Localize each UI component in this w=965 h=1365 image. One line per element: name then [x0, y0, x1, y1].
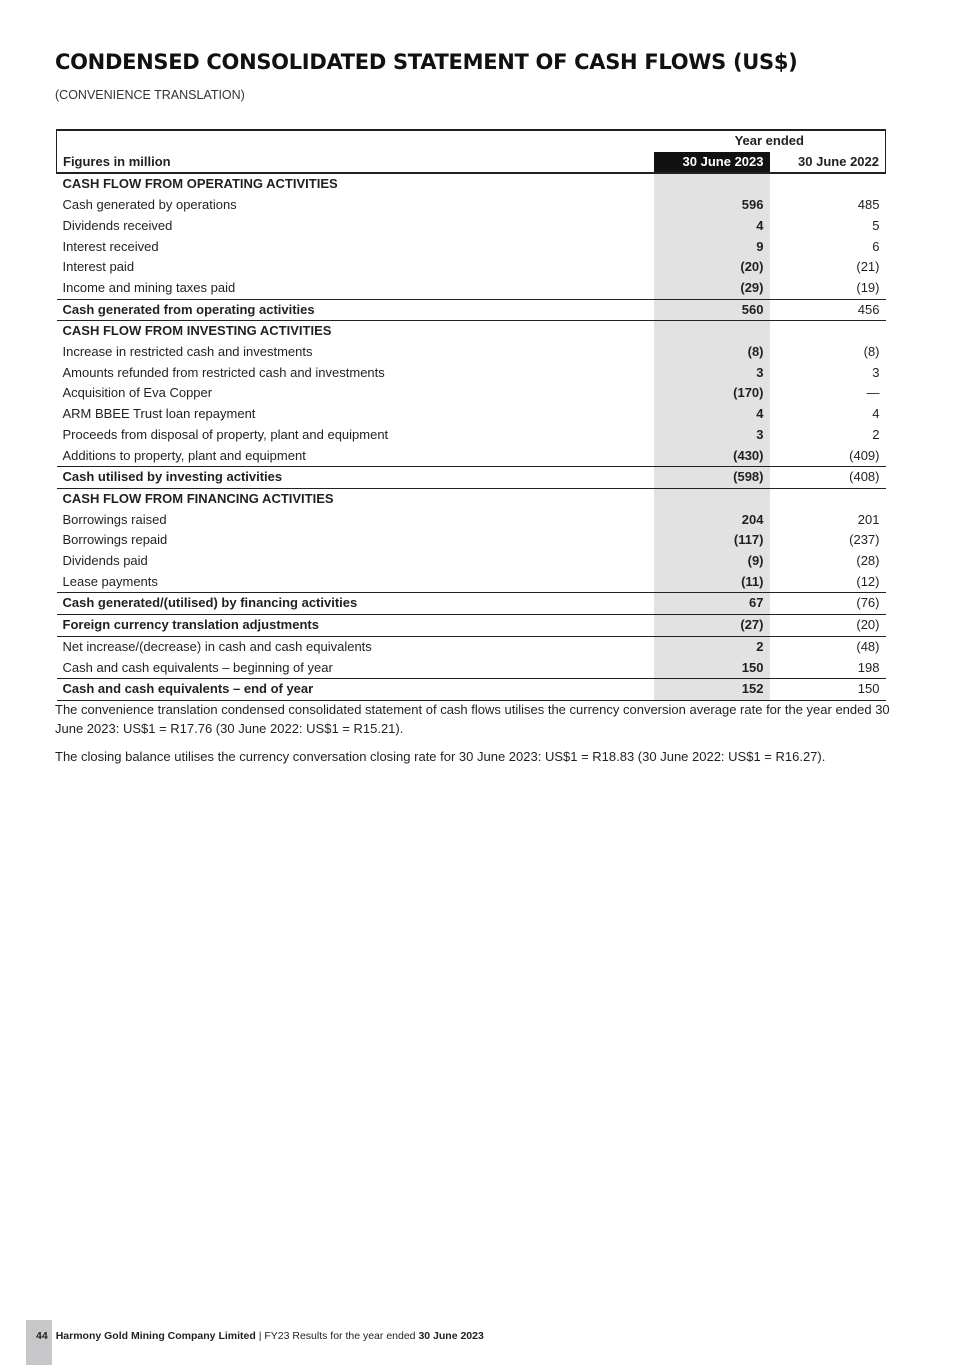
table-row: [57, 446, 886, 467]
row-label: Cash generated by operations: [62, 197, 237, 213]
row-label: Additions to property, plant and equipment: [62, 447, 306, 463]
table-row: [57, 510, 886, 531]
value-2023: 4: [654, 216, 770, 237]
row-label: Cash and cash equivalents – end of year: [57, 679, 654, 701]
value-2022: 6: [872, 238, 880, 254]
report-name: FY23 Results for the year ended: [264, 1330, 419, 1342]
row-label: Interest paid: [62, 259, 135, 275]
row-label: Net increase/(decrease) in cash and cash equivalents: [62, 638, 372, 654]
row-label: Cash generated from operating activities: [57, 299, 654, 321]
row-label: Amounts refunded from restricted cash and investments: [62, 364, 385, 380]
value-2022: 3: [872, 364, 880, 380]
value-2023: (11): [654, 572, 770, 593]
column-header-2023: 30 June 2023: [654, 152, 770, 174]
value-2022: (20): [770, 615, 886, 637]
value-2023: (170): [654, 383, 770, 404]
row-label: Acquisition of Eva Copper: [62, 385, 213, 401]
value-2022: (12): [856, 573, 880, 589]
table-row: [57, 195, 886, 216]
value-2023: (598): [654, 467, 770, 489]
value-2022: [770, 173, 886, 195]
value-2022: (21): [856, 259, 880, 275]
table-row: [57, 237, 886, 258]
value-2023: 560: [654, 299, 770, 321]
table-row: [57, 363, 886, 384]
table-row: [57, 278, 886, 299]
value-2023: [654, 488, 770, 509]
table-row: [57, 425, 886, 446]
table-header-row: [57, 152, 886, 174]
table-row: [57, 551, 886, 572]
row-label: Cash generated/(utilised) by financing activities: [57, 593, 654, 615]
total-row: [57, 467, 886, 489]
row-label: Foreign currency translation adjustments: [57, 615, 654, 637]
value-2022: (237): [849, 532, 880, 548]
value-2022: [770, 321, 886, 342]
value-2022: (409): [849, 447, 880, 463]
page-number: 44: [36, 1330, 48, 1342]
table-row: [57, 342, 886, 363]
value-2023: (20): [654, 257, 770, 278]
table-row: [57, 257, 886, 278]
section-header-row: [57, 488, 886, 509]
total-row: [57, 593, 886, 615]
report-date: 30 June 2023: [418, 1330, 484, 1342]
value-2022: (48): [856, 638, 880, 654]
total-row: [57, 299, 886, 321]
note-average-rate: The convenience translation condensed consolidated statement of cash flows utilises the currency conversion average rate for the year ended 30 June 2023: US$1 = R17.76 (30 June 2022: US$1 = R15.21).: [55, 702, 890, 736]
value-2023: (27): [654, 615, 770, 637]
value-2022: 5: [872, 217, 880, 233]
value-2022: (76): [770, 593, 886, 615]
row-label: Interest received: [62, 238, 159, 254]
value-2023: (8): [654, 342, 770, 363]
section-header-row: [57, 321, 886, 342]
value-2022: (8): [863, 344, 880, 360]
note-closing-rate: The closing balance utilises the currency conversation closing rate for 30 June 2023: US$1 = R18.83 (30 June 2022: US$1 = R16.27).: [55, 749, 826, 764]
row-label: ARM BBEE Trust loan repayment: [62, 406, 256, 422]
row-label: CASH FLOW FROM INVESTING ACTIVITIES: [62, 323, 332, 339]
value-2023: (117): [654, 530, 770, 551]
row-label: Dividends received: [62, 217, 173, 233]
footer-page-tab: [26, 1320, 52, 1365]
total-row: [57, 615, 886, 637]
row-label: CASH FLOW FROM OPERATING ACTIVITIES: [62, 176, 338, 192]
value-2023: 9: [654, 237, 770, 258]
page-subtitle: (CONVENIENCE TRANSLATION): [55, 88, 245, 102]
cash-flow-table: [56, 129, 886, 701]
value-2023: 67: [654, 593, 770, 615]
value-2023: (9): [654, 551, 770, 572]
page-title: CONDENSED CONSOLIDATED STATEMENT OF CASH FLOWS (US$): [55, 50, 798, 74]
value-2023: 596: [654, 195, 770, 216]
value-2022: (408): [770, 467, 886, 489]
value-2022: 198: [857, 659, 880, 675]
value-2022: (19): [856, 279, 880, 295]
value-2023: [654, 173, 770, 195]
row-label: CASH FLOW FROM FINANCING ACTIVITIES: [62, 490, 334, 506]
section-header-row: [57, 173, 886, 195]
year-ended-header: Year ended: [654, 130, 886, 152]
notes: [55, 700, 890, 775]
page-footer: [36, 1330, 484, 1342]
table-row: [57, 383, 886, 404]
row-label: Borrowings raised: [62, 511, 167, 527]
row-label: Dividends paid: [62, 553, 148, 569]
row-label: Increase in restricted cash and investments: [62, 344, 313, 360]
footer-separator: |: [255, 1330, 265, 1342]
value-2023: 152: [654, 679, 770, 701]
value-2023: [654, 321, 770, 342]
value-2022: 4: [872, 406, 880, 422]
row-label: Cash and cash equivalents – beginning of year: [62, 659, 333, 675]
company-name: Harmony Gold Mining Company Limited: [55, 1330, 256, 1342]
row-label: Proceeds from disposal of property, plant and equipment: [62, 426, 389, 442]
value-2023: 4: [654, 404, 770, 425]
total-row: [57, 679, 886, 701]
table-row: [57, 636, 886, 657]
table-row: [57, 658, 886, 679]
value-2022: (28): [856, 553, 880, 569]
value-2022: 456: [770, 299, 886, 321]
value-2022: —: [866, 385, 880, 401]
value-2023: 3: [654, 363, 770, 384]
row-label: Borrowings repaid: [62, 532, 168, 548]
value-2023: 2: [654, 636, 770, 657]
row-label: Income and mining taxes paid: [62, 279, 236, 295]
table-row: [57, 530, 886, 551]
row-label: Lease payments: [62, 573, 158, 589]
value-2023: 150: [654, 658, 770, 679]
column-header-2022: 30 June 2022: [770, 152, 886, 174]
table-row: [57, 216, 886, 237]
table-row: [57, 572, 886, 593]
value-2023: (430): [654, 446, 770, 467]
figures-label: Figures in million: [57, 152, 654, 174]
value-2023: 3: [654, 425, 770, 446]
value-2022: 150: [770, 679, 886, 701]
value-2023: 204: [654, 510, 770, 531]
table-row: [57, 404, 886, 425]
row-label: Cash utilised by investing activities: [57, 467, 654, 489]
value-2022: [770, 488, 886, 509]
value-2022: 201: [857, 511, 880, 527]
value-2022: 485: [857, 197, 880, 213]
header-blank: [57, 130, 654, 152]
value-2022: 2: [872, 426, 880, 442]
table-header-row: [57, 130, 886, 152]
value-2023: (29): [654, 278, 770, 299]
